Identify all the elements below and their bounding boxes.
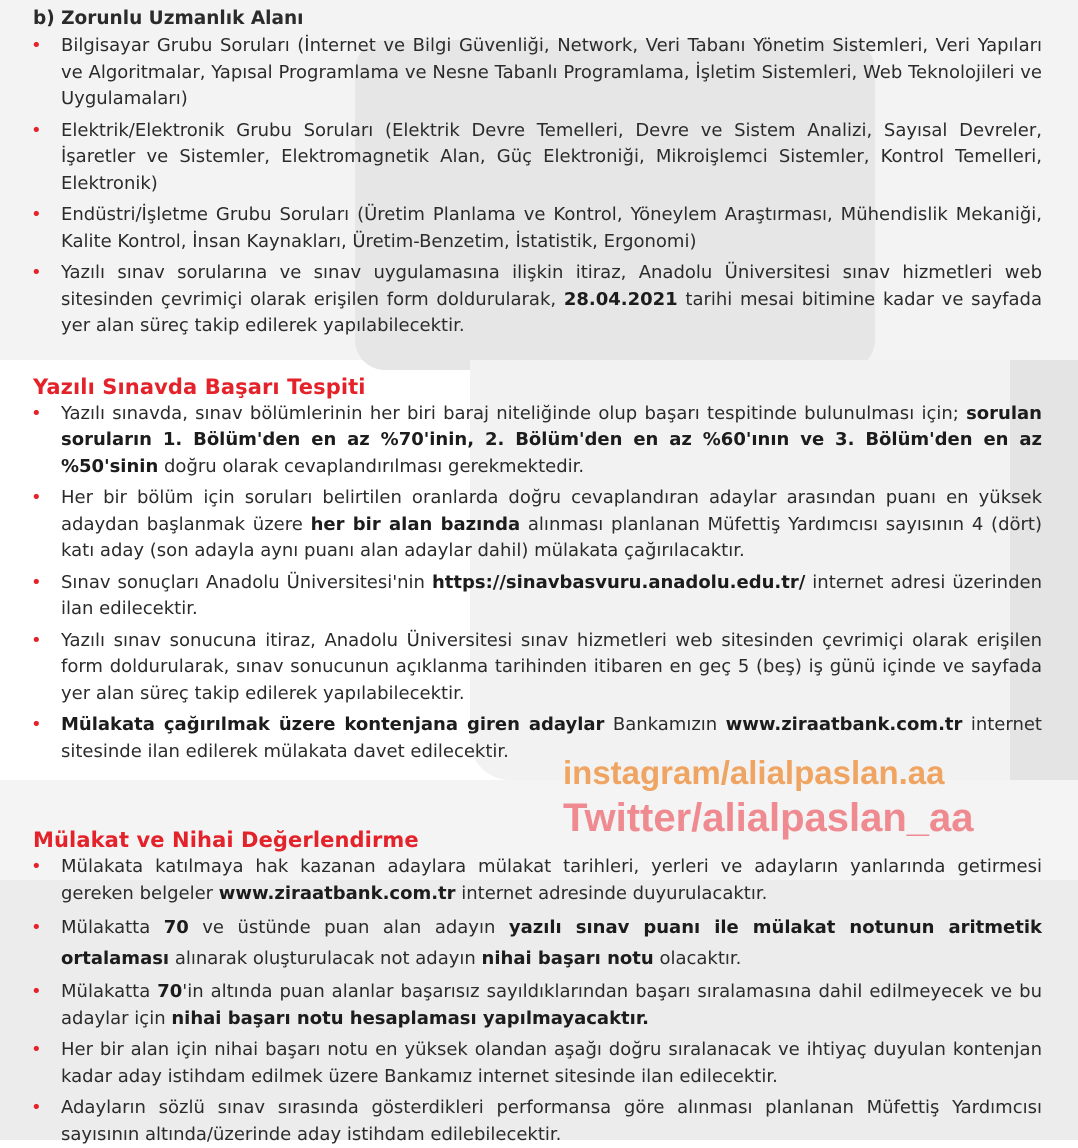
list-item: • Yazılı sınavda, sınav bölümlerinin her biri baraj niteliğinde olup başarı tespitinde bulunulması için; sorulan soruların 1. Bölüm'den en az %70'inin, 2. Bölüm'den en az %60'ının ve 3. Bölüm'den en az %50'sinin doğru olarak cevaplandırılması gerekmektedir. [31, 402, 1042, 477]
instagram-watermark: instagram/alialpaslan.aa [563, 754, 945, 791]
list-item: • Mülakatta 70 ve üstünde puan alan adayın yazılı sınav puanı ile mülakat notunun aritmetik ortalaması alınarak oluşturulacak not adayın nihai başarı notu olacaktır. [31, 912, 1042, 974]
bullet-icon: • [31, 917, 42, 938]
bullet-icon: • [31, 35, 42, 56]
list-item: • Her bir bölüm için soruları belirtilen oranlarda doğru cevaplandıran adaylar arasından puanı en yüksek adaydan başlanmak üzere her bir alan bazında alınması planlanan Müfettiş Yardımcısı sayısının 4 (dört) katı aday (son adayla aynı puanı alan adaylar dahil) mülakata çağırılacaktır. [31, 487, 1042, 561]
bullet-icon: • [31, 714, 42, 735]
bullet-icon: • [31, 119, 42, 141]
twitter-watermark: Twitter/alialpaslan_aa [563, 796, 974, 840]
bullet-icon: • [31, 1039, 42, 1060]
results-link[interactable]: https://sinavbasvuru.anadolu.edu.tr/ [431, 571, 806, 593]
list-item: • Elektrik/Elektronik Grubu Soruları (Elektrik Devre Temelleri, Devre ve Sistem Analizi, Sayısal Devreler, İşaretler ve Sistemler, Elektromagnetik Alan, Güç Elektroniği, Mikroişlemci Sistemler, Kontrol Temelleri, Elektronik) [31, 119, 1042, 194]
bullet-icon: • [31, 629, 42, 651]
section-written-list [31, 401, 1042, 766]
bullet-icon: • [31, 571, 42, 593]
list-item: • Mülakatta 70'in altında puan alanlar başarısız sayıldıklarından başarı sıralamasına dahil edilmeyecek ve bu adaylar için nihai başarı notu hesaplaması yapılmayacaktır. [31, 981, 1042, 1029]
bullet-icon: • [31, 981, 42, 1002]
section-title-written-exam: Yazılı Sınavda Başarı Tespiti [33, 374, 366, 399]
bullet-icon: • [31, 262, 42, 283]
section-b-list [31, 33, 1042, 340]
section-b-title: b) Zorunlu Uzmanlık Alanı [33, 8, 304, 29]
section-title-interview: Mülakat ve Nihai Değerlendirme [33, 828, 419, 852]
bullet-icon: • [31, 204, 42, 225]
bullet-icon: • [31, 856, 42, 877]
list-item: • Bilgisayar Grubu Soruları (İnternet ve Bilgi Güvenliği, Network, Veri Tabanı Yönetim Sistemleri, Veri Yapıları ve Algoritmalar, Yapısal Programlama ve Nesne Tabanlı Programlama, İşletim Sistemleri, Web Teknolojileri ve Uygulamaları) [31, 35, 1042, 109]
list-item: • Yazılı sınav sonucuna itiraz, Anadolu Üniversitesi sınav hizmetleri web sitesinden çevrimiçi olarak erişilen form doldurularak, sınav sonucunun açıklanma tarihinden itibaren en geç 5 (beş) iş günü içinde ve sayfada yer alan süreç takip edilerek yapılabilecektir. [31, 629, 1042, 704]
list-item: • Mülakata çağırılmak üzere kontenjana giren adaylar Bankamızın www.ziraatbank.com.tr internet sitesinde ilan edilerek mülakata davet edilecektir. [31, 714, 1042, 762]
list-item: • Mülakata katılmaya hak kazanan adaylara mülakat tarihleri, yerleri ve adayların yanlarında getirmesi gereken belgeler www.ziraatbank.com.tr internet adresinde duyurulacaktır. [31, 856, 1042, 904]
list-item: • Her bir alan için nihai başarı notu en yüksek olandan aşağı doğru sıralanacak ve ihtiyaç duyulan kontenjan kadar aday istihdam edilmek üzere Bankamız internet sitesinde ilan edilecektir. [31, 1039, 1042, 1087]
bullet-icon: • [31, 487, 42, 508]
bullet-icon: • [31, 1097, 42, 1118]
section-interview-list [31, 854, 1042, 1148]
ziraat-link[interactable]: www.ziraatbank.com.tr [725, 714, 963, 735]
list-item: • Adayların sözlü sınav sırasında gösterdikleri performansa göre alınması planlanan Müfettiş Yardımcısı sayısının altında/üzerinde aday istihdam edilebilecektir. [31, 1097, 1042, 1145]
list-item: • Endüstri/İşletme Grubu Soruları (Üretim Planlama ve Kontrol, Yöneylem Araştırması, Mühendislik Mekaniği, Kalite Kontrol, İnsan Kaynakları, Üretim-Benzetim, İstatistik, Ergonomi) [31, 204, 1042, 252]
ziraat-link[interactable]: www.ziraatbank.com.tr [218, 882, 456, 904]
list-item: • Sınav sonuçları Anadolu Üniversitesi'nin https://sinavbasvuru.anadolu.edu.tr/ internet adresi üzerinden ilan edilecektir. [31, 571, 1042, 619]
list-item: • Yazılı sınav sorularına ve sınav uygulamasına ilişkin itiraz, Anadolu Üniversitesi sınav hizmetleri web sitesinden çevrimiçi olarak erişilen form doldurularak, 28.04.2021 tarihi mesai bitimine kadar ve sayfada yer alan süreç takip edilerek yapılabilecektir. [31, 262, 1042, 336]
bullet-icon: • [31, 402, 42, 424]
